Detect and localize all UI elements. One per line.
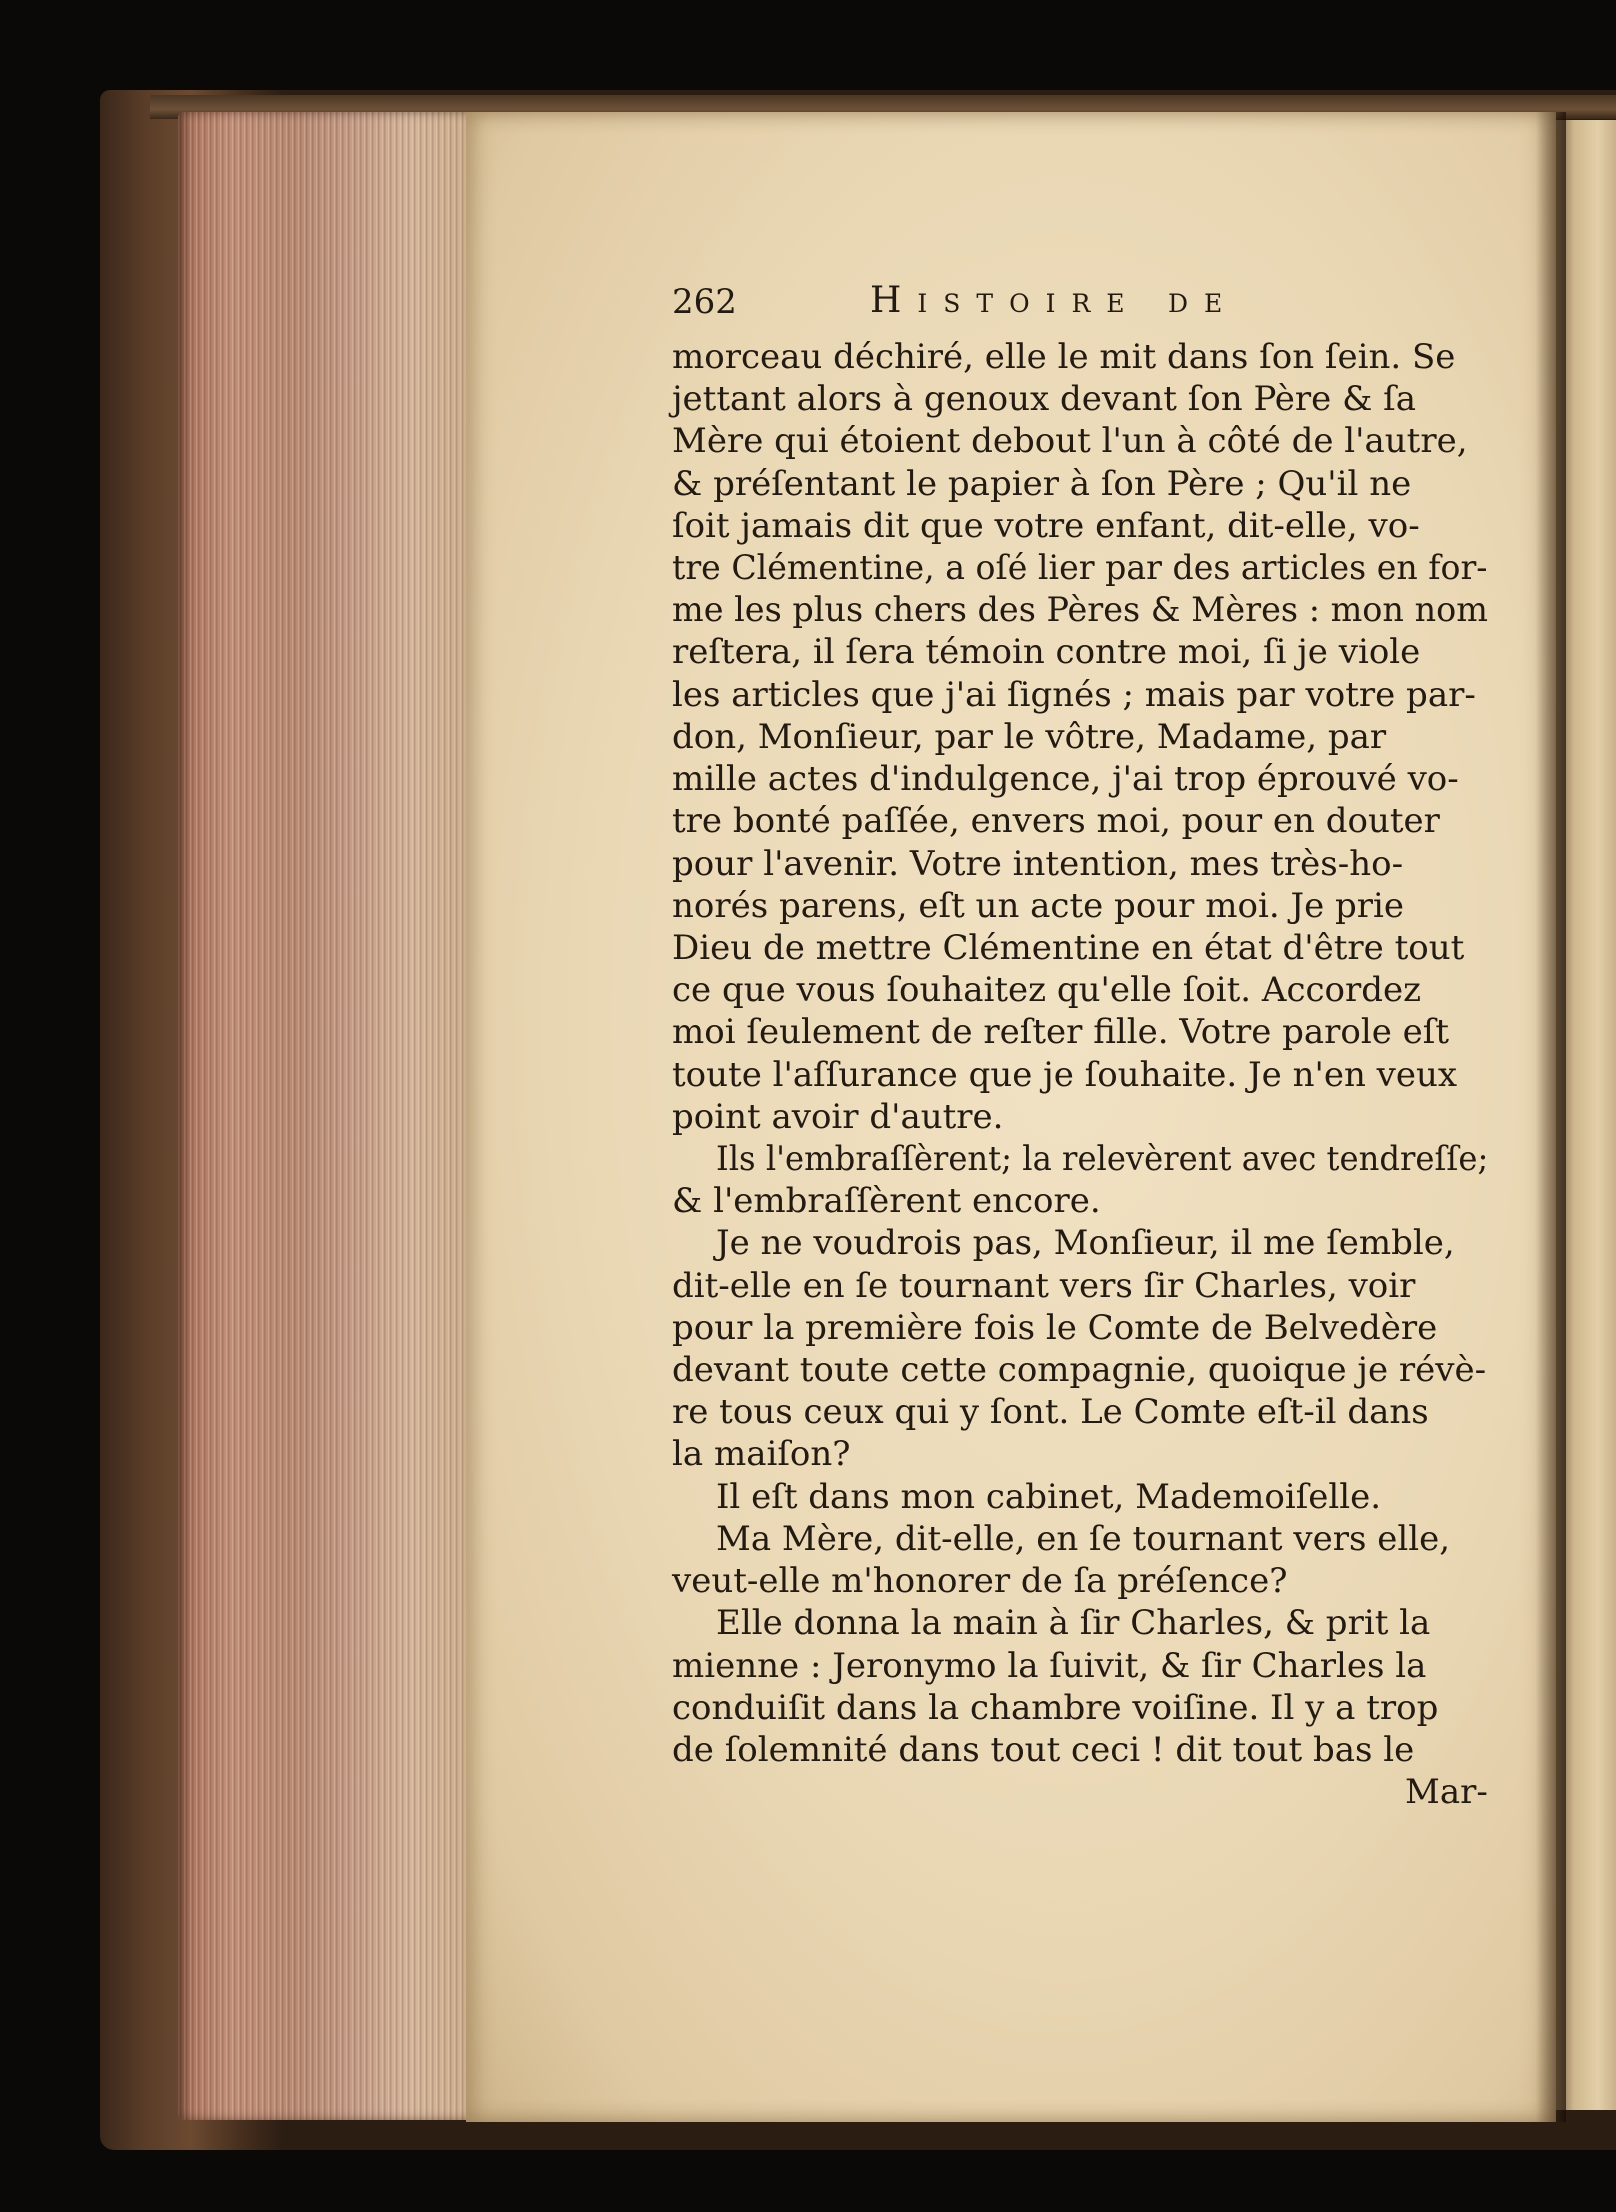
text-line: veut-elle m'honorer de ſa préſence?	[672, 1561, 1288, 1602]
text-line: re tous ceux qui y ſont. Le Comte eſt-il dans	[672, 1392, 1429, 1433]
text-line: la maiſon?	[672, 1434, 851, 1475]
text-line: morceau déchiré, elle le mit dans ſon ſein. Se	[672, 337, 1456, 377]
text-line: dit-elle en ſe tournant vers ſir Charles, voir	[672, 1265, 1416, 1306]
text-line: norés parens, eſt un acte pour moi. Je prie	[672, 885, 1405, 926]
text-line: ce que vous ſouhaitez qu'elle ſoit. Accordez	[672, 970, 1422, 1011]
text-line: Il eſt dans mon cabinet, Mademoiſelle.	[716, 1476, 1382, 1517]
text-line: mille actes d'indulgence, j'ai trop éprouvé vo-	[672, 759, 1459, 800]
text-line: reſtera, il ſera témoin contre moi, ſi je viole	[672, 632, 1421, 673]
text-line: toute l'aſſurance que je ſouhaite. Je n'en veux	[672, 1054, 1458, 1095]
text-line: les articles que j'ai ſignés ; mais par votre par-	[672, 674, 1476, 715]
text-line: Je ne voudrois pas, Monſieur, il me ſemble,	[716, 1223, 1455, 1264]
page-number: 262	[672, 282, 737, 322]
text-line: & préſentant le papier à ſon Père ; Qu'il ne	[672, 463, 1412, 504]
text-line: point avoir d'autre.	[672, 1096, 1004, 1137]
text-line: tre Clémentine, a oſé lier par des articles en for-	[672, 548, 1488, 589]
text-line: & l'embraſſèrent encore.	[672, 1181, 1101, 1222]
text-line: pour la première fois le Comte de Belvedère	[672, 1307, 1438, 1348]
text-line: tre bonté paſſée, envers moi, pour en douter	[672, 801, 1440, 842]
text-line: me les plus chers des Pères & Mères : mon nom	[672, 590, 1488, 631]
running-head: Histoire de	[870, 280, 1239, 321]
text-line: de ſolemnité dans tout ceci ! dit tout bas le	[672, 1729, 1415, 1770]
text-line: jettant alors à genoux devant ſon Père & ſa	[672, 379, 1417, 420]
text-line: moi ſeulement de reſter fille. Votre parole eſt	[672, 1012, 1450, 1053]
text-line: pour l'avenir. Votre intention, mes très-ho-	[672, 843, 1404, 884]
text-line: Dieu de mettre Clémentine en état d'être tout	[672, 927, 1465, 968]
text-line: Mère qui étoient debout l'un à côté de l'autre,	[672, 421, 1468, 462]
text-line: devant toute cette compagnie, quoique je révè-	[672, 1350, 1487, 1391]
text-line: mienne : Jeronymo la ſuivit, & ſir Charles la	[672, 1645, 1427, 1686]
text-line: Elle donna la main à ſir Charles, & prit la	[716, 1603, 1431, 1644]
text-line: conduiſit dans la chambre voiſine. Il y a trop	[672, 1687, 1439, 1728]
catchword: Mar-	[1405, 1771, 1488, 1812]
text-line: ſoit jamais dit que votre enfant, dit-elle, vo-	[672, 505, 1420, 546]
text-line: don, Monſieur, par le vôtre, Madame, par	[672, 716, 1387, 757]
text-line: Ma Mère, dit-elle, en ſe tournant vers elle,	[716, 1518, 1451, 1559]
text-line: Ils l'embraſſèrent; la relevèrent avec tendreſſe;	[716, 1138, 1489, 1179]
